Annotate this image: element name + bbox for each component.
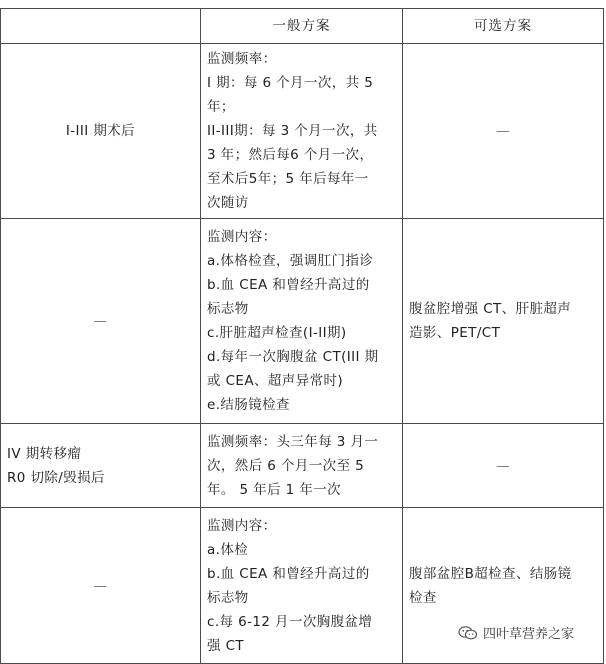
- standard-line: c.肝脏超声检查(I-II期): [207, 325, 347, 341]
- table-row: [1, 424, 604, 508]
- stage-line: I-III 期术后: [65, 123, 136, 139]
- standard-line: 或 CEA、超声异常时): [207, 373, 344, 389]
- standard-line: 次，然后 6 个月一次至 5: [207, 457, 365, 474]
- optional-line: —: [496, 457, 510, 474]
- standard-cell: [201, 44, 403, 219]
- stage-line: —: [93, 577, 108, 594]
- watermark-text: 四叶草营养之家: [483, 627, 575, 642]
- stage-line: R0 切除/毁损后: [7, 469, 105, 486]
- optional-line: 造影、PET/CT: [409, 325, 501, 341]
- standard-cell: [201, 219, 403, 424]
- standard-line: 标志物: [207, 589, 249, 606]
- optional-line: 腹部盆腔B超检查、结肠镜: [409, 565, 572, 582]
- standard-line: d.每年一次胸腹盆 CT(III 期: [207, 349, 379, 365]
- header-optional: 可选方案: [403, 9, 604, 44]
- standard-line: 至术后5年；5 年后每年一: [207, 171, 369, 187]
- standard-line: b.血 CEA 和曾经升高过的: [207, 565, 370, 582]
- standard-line: 次随访: [207, 195, 249, 211]
- table-row: [1, 219, 604, 424]
- stage-line: —: [93, 313, 108, 329]
- standard-line: b.血 CEA 和曾经升高过的: [207, 277, 370, 293]
- standard-line: c.每 6-12 月一次胸腹盆增: [207, 613, 373, 630]
- stage-cell: [1, 508, 201, 664]
- standard-line: a.体检: [207, 541, 249, 558]
- optional-line: 腹盆腔增强 CT、肝脏超声: [409, 301, 572, 317]
- optional-line: 检查: [409, 589, 437, 606]
- standard-line: 监测内容：: [207, 517, 277, 534]
- optional-line: —: [496, 123, 510, 139]
- header-standard: 一般方案: [201, 9, 403, 44]
- standard-cell: [201, 424, 403, 508]
- standard-line: e.结肠镜检查: [207, 397, 290, 413]
- standard-line: 标志物: [207, 301, 249, 317]
- standard-line: 年；: [207, 99, 235, 115]
- standard-line: 监测频率：头三年每 3 月一: [207, 433, 379, 450]
- optional-cell: [403, 424, 604, 508]
- watermark: [458, 623, 574, 642]
- wechat-icon: [458, 625, 478, 641]
- stage-cell: [1, 219, 201, 424]
- standard-line: 监测频率：: [207, 51, 277, 67]
- standard-line: 监测内容：: [207, 229, 277, 245]
- header-row: [1, 9, 604, 44]
- stage-line: IV 期转移瘤: [7, 445, 82, 462]
- follow-up-table: [0, 8, 604, 664]
- stage-cell: [1, 44, 201, 219]
- standard-line: 3 年；然后每6 个月一次，: [207, 147, 374, 163]
- standard-line: II-III期：每 3 个月一次，共: [207, 123, 378, 139]
- optional-cell: [403, 44, 604, 219]
- standard-line: 年。 5 年后 1 年一次: [207, 481, 342, 498]
- standard-line: I 期：每 6 个月一次，共 5: [207, 75, 374, 91]
- optional-cell: [403, 219, 604, 424]
- header-blank: [1, 9, 201, 44]
- standard-cell: [201, 508, 403, 664]
- stage-cell: [1, 424, 201, 508]
- standard-line: 强 CT: [207, 637, 245, 654]
- table-row: [1, 44, 604, 219]
- standard-line: a.体格检查，强调肛门指诊: [207, 253, 374, 269]
